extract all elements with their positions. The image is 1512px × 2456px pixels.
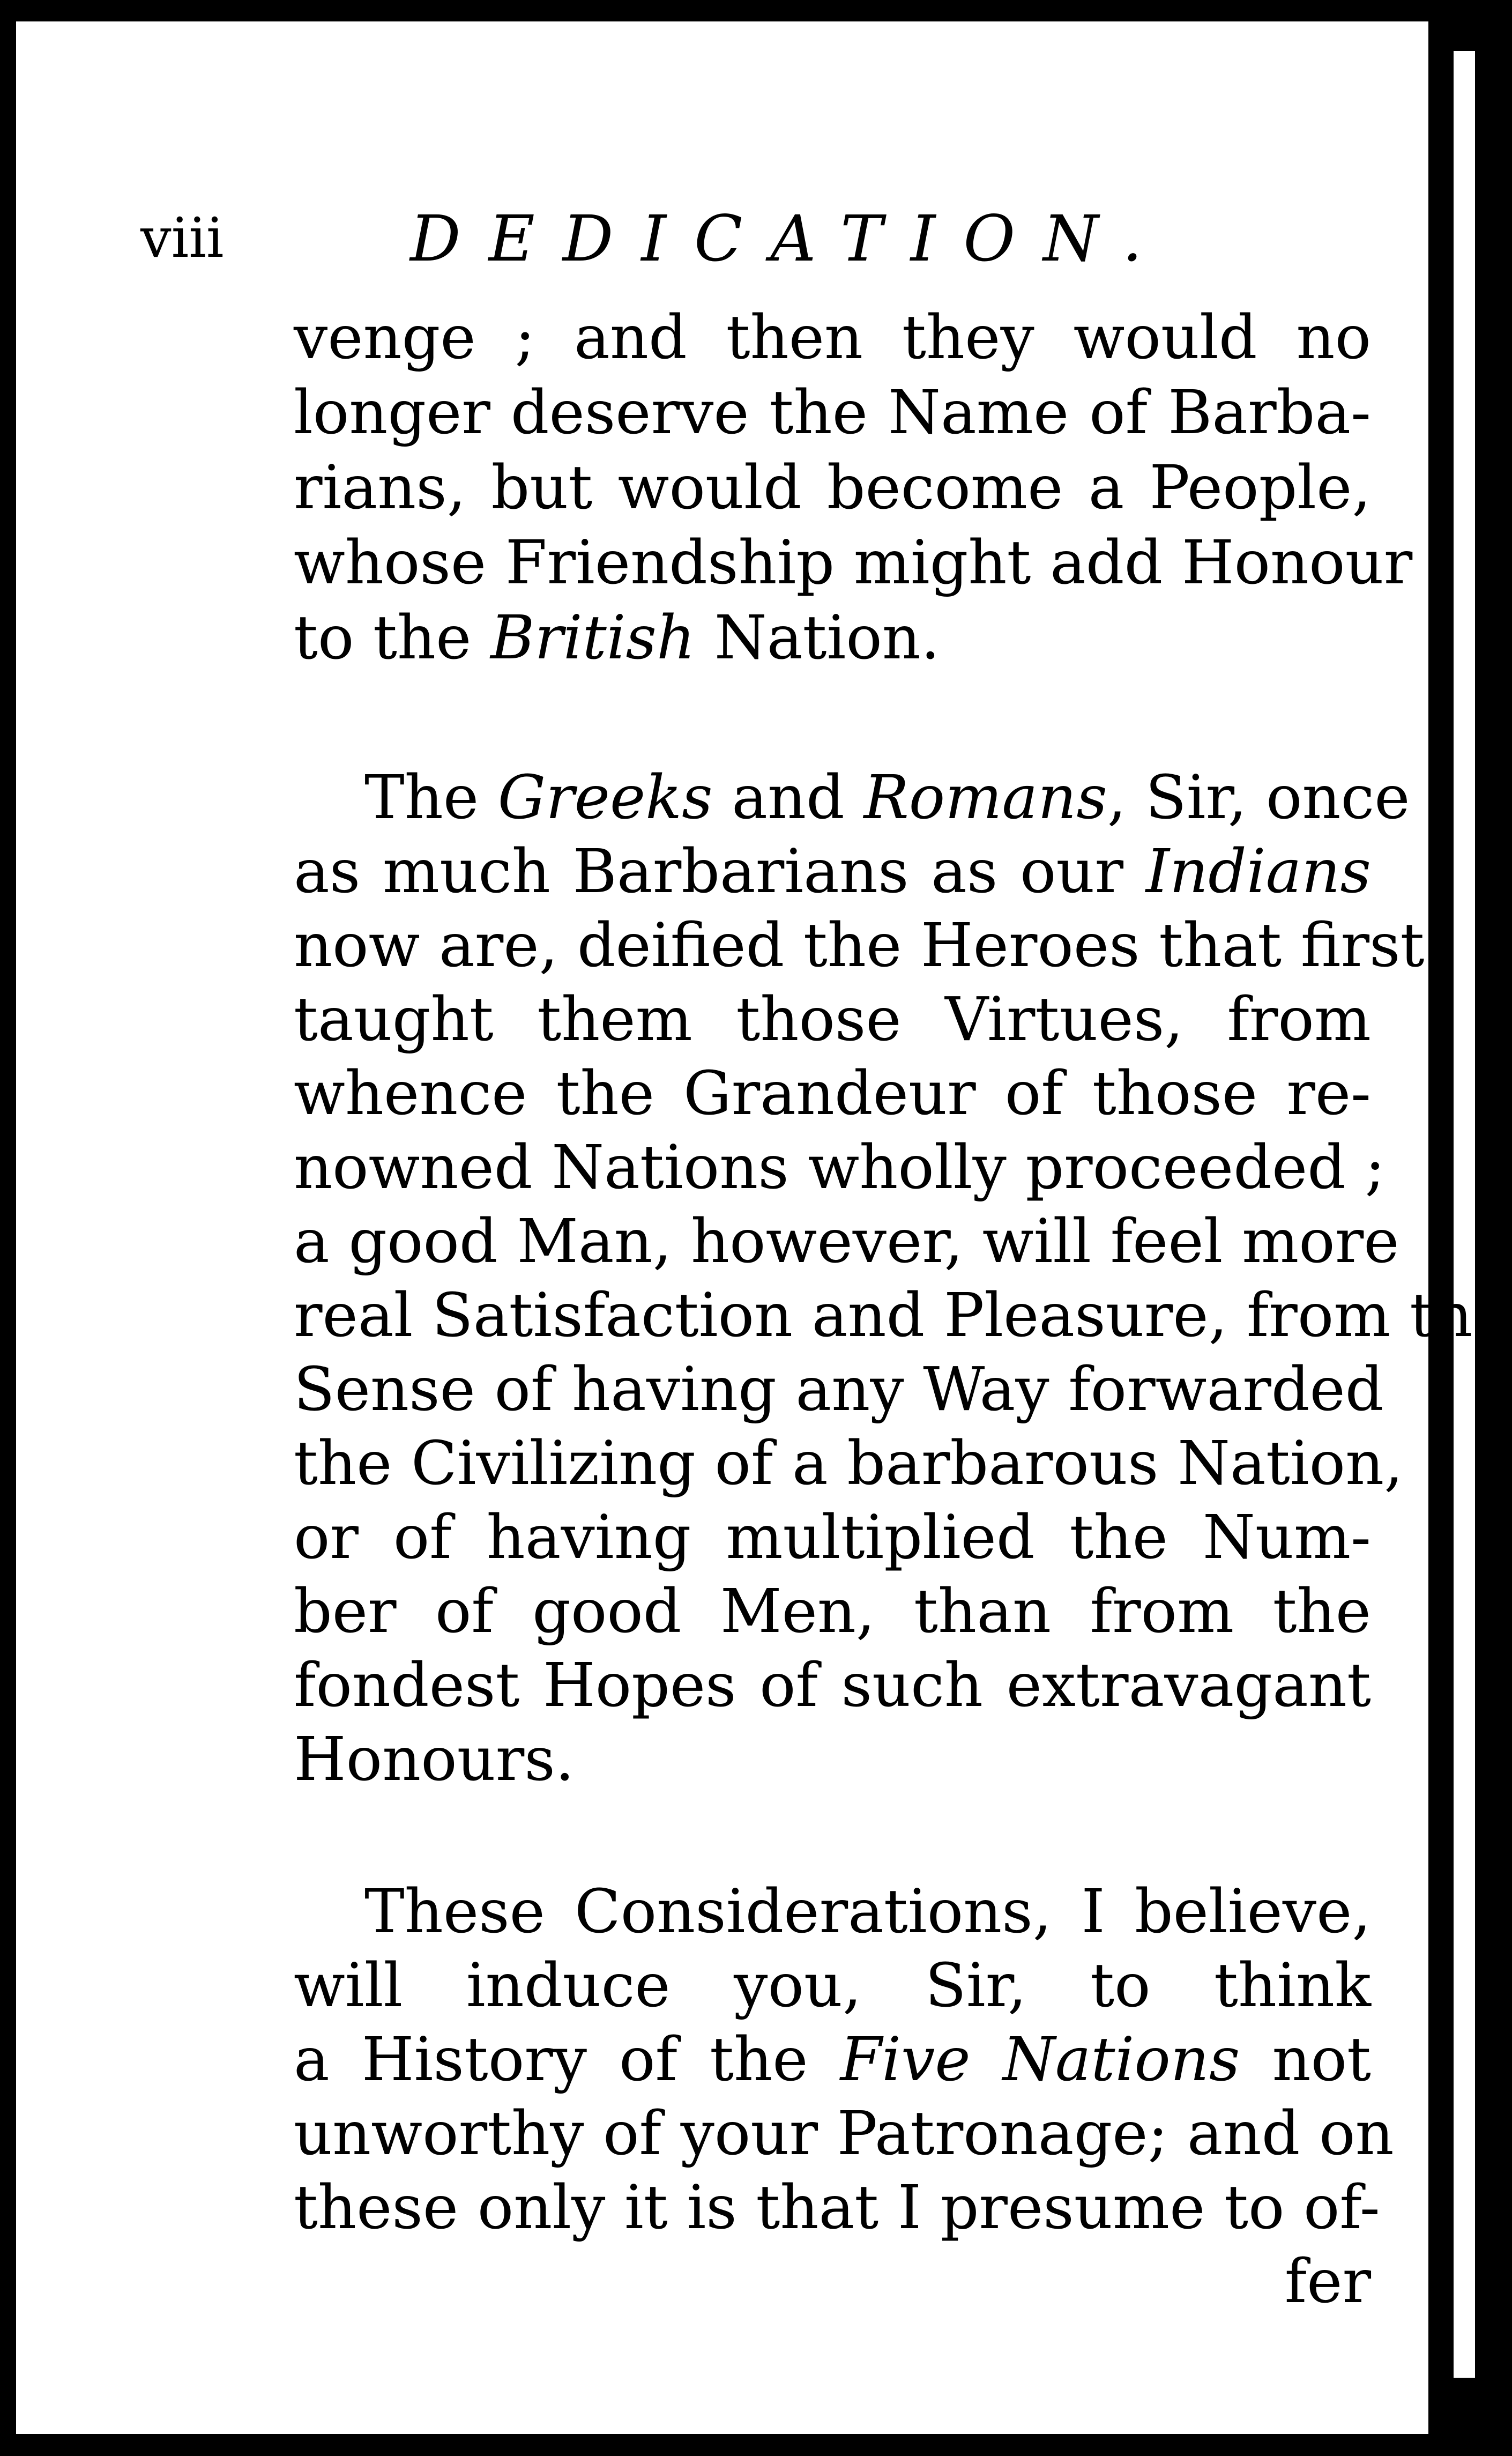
text-line: now are, deified the Heroes that first (294, 911, 1425, 981)
text-line: a good Man, however, will feel more (294, 1207, 1399, 1277)
text-line: venge ; and then they would no (294, 303, 1371, 373)
text-line: these only it is that I presume to of- (294, 2173, 1380, 2243)
page-number: viii (140, 206, 224, 270)
text-line: real Satisfaction and Pleasure, from the (294, 1281, 1508, 1351)
text-line: The Greeks and Romans, Sir, once (364, 763, 1410, 833)
text-line: to the British Nation. (294, 603, 940, 673)
text-line: as much Barbarians as our Indians (294, 837, 1371, 907)
italic-word: Greeks (497, 763, 713, 833)
text-line: or of having multiplied the Num- (294, 1503, 1371, 1572)
text-line: unworthy of your Patronage; and on (294, 2099, 1394, 2169)
text-line: Sense of having any Way forwarded (294, 1355, 1384, 1424)
book-page (16, 21, 1508, 2434)
italic-word: Romans (863, 763, 1107, 833)
facing-page-edge (1454, 51, 1475, 2378)
text-line: fondest Hopes of such extravagant (294, 1651, 1371, 1720)
text-line: longer deserve the Name of Barba- (294, 378, 1371, 448)
text-line: nowned Nations wholly proceeded ; (294, 1133, 1386, 1203)
italic-word: British (490, 603, 696, 673)
text-line: rians, but would become a People, (294, 453, 1371, 523)
text-line: Honours. (294, 1725, 575, 1794)
text-line: taught them those Virtues, from (294, 985, 1371, 1055)
italic-word: Indians (1145, 837, 1371, 907)
italic-word: Five Nations (840, 2025, 1240, 2095)
text-line: whence the Grandeur of those re- (294, 1059, 1371, 1129)
text-line: These Considerations, I believe, (364, 1877, 1371, 1947)
text-line: the Civilizing of a barbarous Nation, (294, 1429, 1403, 1498)
text-line: will induce you, Sir, to think (294, 1951, 1371, 2021)
catchword: fer (1284, 2247, 1371, 2317)
text-line: whose Friendship might add Honour (294, 528, 1413, 598)
text-line: a History of the Five Nations not (294, 2025, 1372, 2095)
text-line: ber of good Men, than from the (294, 1577, 1371, 1646)
running-head (16, 198, 1428, 279)
running-title: DEDICATION. (410, 202, 1171, 276)
